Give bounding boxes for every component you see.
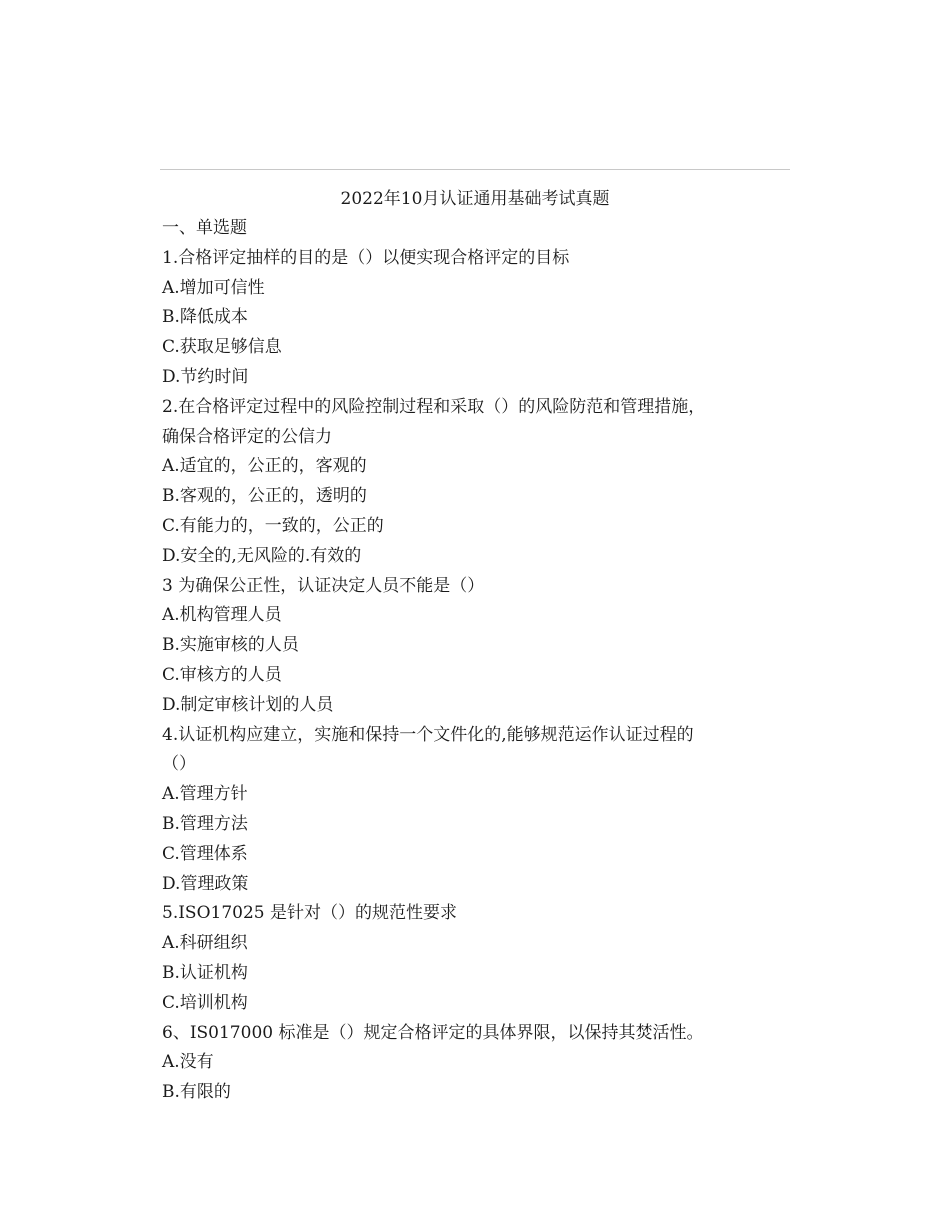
- question-2: 2.在合格评定过程中的风险控制过程和采取（）的风险防范和管理措施，: [162, 396, 706, 417]
- question-2-option-c: C.有能力的，一致的，公正的: [162, 515, 384, 536]
- question-5-option-a: A.科研组织: [162, 933, 248, 954]
- question-6: 6、IS017000 标准是（）规定合格评定的具体界限，以保持其焚活性。: [162, 1022, 704, 1043]
- question-4-option-d: D.管理政策: [162, 873, 249, 894]
- question-6-option-a: A.没有: [162, 1052, 214, 1073]
- question-1-option-c: C.获取足够信息: [162, 337, 282, 358]
- question-5-option-b: B.认证机构: [162, 962, 248, 983]
- question-2-option-b: B.客观的，公正的，透明的: [162, 486, 367, 507]
- question-5-option-c: C.培训机构: [162, 992, 248, 1013]
- question-3-option-d: D.制定审核计划的人员: [162, 694, 334, 715]
- question-1-option-d: D.节约时间: [162, 366, 249, 387]
- question-2-option-d: D.安全的,无风险的.有效的: [162, 545, 362, 566]
- question-3-option-a: A.机构管理人员: [162, 605, 282, 626]
- question-3: 3 为确保公正性，认证决定人员不能是（）: [162, 575, 485, 596]
- document-body: [162, 214, 790, 1108]
- question-5: 5.ISO17025 是针对（）的规范性要求: [162, 903, 458, 924]
- question-4-continued: （）: [162, 754, 196, 775]
- question-4-option-b: B.管理方法: [162, 813, 248, 834]
- question-3-option-c: C.审核方的人员: [162, 664, 282, 685]
- header-rule: [160, 169, 790, 170]
- question-4-option-c: C.管理体系: [162, 843, 248, 864]
- question-2-option-a: A.适宜的，公正的，客观的: [162, 456, 367, 477]
- document-title: 2022年10月认证通用基础考试真题: [340, 189, 610, 209]
- question-2-continued: 确保合格评定的公信力: [162, 426, 332, 447]
- question-4: 4.认证机构应建立，实施和保持一个文件化的,能够规范运作认证过程的: [162, 724, 694, 745]
- question-1-option-b: B.降低成本: [162, 307, 248, 328]
- question-4-option-a: A.管理方针: [162, 784, 248, 805]
- question-6-option-b: B.有限的: [162, 1082, 231, 1103]
- question-3-option-b: B.实施审核的人员: [162, 635, 299, 656]
- question-1-option-a: A.增加可信性: [162, 277, 265, 298]
- section-heading: 一、单选题: [162, 218, 247, 238]
- question-1: 1.合格评定抽样的目的是（）以便实现合格评定的目标: [162, 247, 570, 268]
